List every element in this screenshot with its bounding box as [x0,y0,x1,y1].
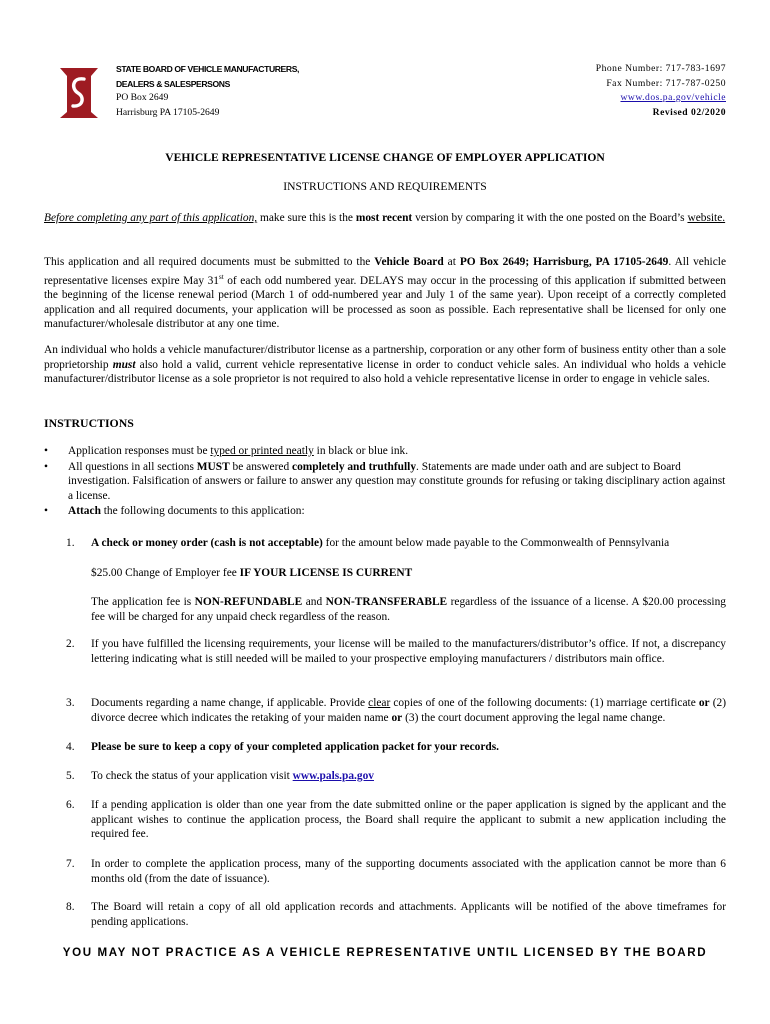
form-title: VEHICLE REPRESENTATIVE LICENSE CHANGE OF EMPLOYER APPLICATION [165,151,605,164]
item-number: 6. [66,799,75,811]
fee-text: $25.00 Change of Employer fee [91,567,240,579]
item8-text: The Board will retain a copy of all old application records and attachments. Applicants will be notified of the above timeframes for pending applications. [91,901,726,928]
item7-text: In order to complete the application process, many of the supporting documents associated with the application cannot be more than 6 months old (from the date of issuance). [91,858,726,885]
list-item-2 [66,637,726,666]
intro-text: make sure this is the [257,212,356,224]
item-number: 8. [66,901,75,913]
item3-text3: (2) divorce decree which indicates the retaking of your maiden name [91,697,727,724]
intro-website: website. [687,212,726,224]
para2-text: An individual who holds a vehicle manufacturer/distributor license as a partnership, corporation or any other form of business entity other than a sole proprietorship [44,344,726,371]
para2-rest: also hold a valid, current vehicle representative license in order to conduct vehicle sales. An individual who holds a vehicle manufacturer/distributor license as a sole proprietor is not required to also hold a vehicle representative license in order to engage in vehicle sales. [44,358,726,386]
item3-text: Documents regarding a name change, if applicable. Provide [91,697,369,709]
item4-text: Please be sure to keep a copy of your completed application packet for your records. [91,741,500,753]
item6-text: If a pending application is older than one year from the date submitted online or the paper application is signed by the applicant and the applicant wishes to continue the application process, the Board shall require the applicant to submit a new application including the required fee. [91,799,726,841]
bullet-item [44,444,726,459]
item3-text2: copies of one of the following documents: (1) marriage certificate [390,697,699,709]
submission-paragraph [44,255,726,332]
list-item-5 [66,769,726,784]
item3-clear: clear [368,697,391,709]
bullet-dot: • [44,505,48,518]
bullet2-must: MUST [196,460,230,473]
po-box: PO Box 2649 [116,92,169,103]
fee-line [91,566,726,581]
bullet1-underline: typed or printed neatly [210,445,314,457]
item5-text: To check the status of your application visit [91,770,293,782]
nr-text: The application fee is [91,596,195,608]
pennsylvania-keystone-logo [58,66,100,120]
board-address [116,62,299,120]
item1-text: for the amount below made payable to the Commonwealth of Pennsylvania [322,537,670,549]
pals-website-link[interactable]: www.pals.pa.gov [292,770,374,782]
list-item-8 [66,900,726,929]
item3-or: or [698,697,710,709]
form-subtitle: INSTRUCTIONS AND REQUIREMENTS [283,180,487,193]
board-website-link[interactable]: www.dos.pa.gov/vehicle [620,92,726,103]
board-contact [596,62,726,120]
nr-rest: regardless of the issuance of a license. A $20.00 processing fee will be charged for any unpaid check regardless of the reason. [91,596,726,623]
bullet-item [44,460,726,504]
item3-or2: or [391,711,403,724]
bullet1-text: Application responses must be [68,445,211,457]
list-item-4 [66,740,726,755]
item-number: 7. [66,858,75,870]
fee-condition: IF YOUR LICENSE IS CURRENT [239,567,413,579]
para1-rest: of each odd numbered year. DELAYS may occur in the processing of this application if submitted between the beginning of the license renewal period (March 1 of odd-numbered year and July 1 of the same year). Upon receipt of a correctly completed application and all required documents, your application will be processed as soon as possible. Each representative shall be licensed for only one manufacturer/wholesale distributor at any one time. [44,274,726,331]
para1-board: Vehicle Board [374,256,444,268]
board-name-line1: STATE BOARD OF VEHICLE MANUFACTURERS, [116,64,300,74]
bullet2-text: All questions in all sections [68,460,197,473]
licensing-warning: YOU MAY NOT PRACTICE AS A VEHICLE REPRESENTATIVE UNTIL LICENSED BY THE BOARD [62,946,708,959]
intro-emphasis: Before completing any part of this application, [44,212,258,224]
para1-sup: st [218,272,224,281]
para1-text: This application and all required documents must be submitted to the [44,256,375,268]
instructions-heading: INSTRUCTIONS [44,416,134,430]
para1-expire: . All vehicle representative licenses expire May 31 [44,256,726,287]
item-number: 1. [66,537,75,549]
intro-paragraph [44,211,726,226]
bullet-dot: • [44,460,48,473]
item-number: 3. [66,697,75,709]
nr-nontransferable: NON-TRANSFERABLE [325,596,448,608]
city-zip: Harrisburg PA 17105-2649 [116,106,220,118]
bullet-dot: • [44,445,48,457]
phone-number: Phone Number: 717-783-1697 [595,63,726,74]
list-item-7 [66,857,726,886]
list-item-6 [66,798,726,842]
item-number: 4. [66,741,75,753]
para1-address: PO Box 2649; Harrisburg, PA 17105-2649 [459,256,669,268]
bullet2-text2: be answered [229,460,293,473]
intro-bold: most recent [355,212,413,224]
item3-text4: (3) the court document approving the legal name change. [402,711,666,724]
license-paragraph [44,343,726,387]
para1-at: at [443,256,460,268]
bullet2-rest: . Statements are made under oath and are subject to Board investigation. Falsification of answers or failure to answer any question may constitute grounds for refusing or taking disciplinary action against a license. [68,460,726,502]
item-number: 2. [66,638,75,650]
nr-and: and [302,596,326,608]
para2-must: must [112,358,136,371]
list-item-3 [66,696,726,725]
instruction-bullets [44,444,726,520]
nr-nonrefundable: NON-REFUNDABLE [194,596,303,608]
board-name-line2: DEALERS & SALESPERSONS [116,78,230,89]
fax-number: Fax Number: 717-787-0250 [606,77,726,89]
fee-refund-note [91,595,726,624]
bullet-item [44,504,726,519]
bullet2-bold: completely and truthfully [292,460,417,473]
bullet1-rest: in black or blue ink. [313,445,409,457]
item1-bold: A check or money order (cash is not acceptable) [91,537,323,549]
item-number: 5. [66,770,75,782]
bullet3-attach: Attach [68,505,101,518]
intro-text-2: version by comparing it with the one posted on the Board’s [412,212,688,224]
revision-date: Revised 02/2020 [652,106,726,118]
bullet3-rest: the following documents to this application: [100,505,305,518]
item2-text: If you have fulfilled the licensing requirements, your license will be mailed to the manufacturers/distributor’s office. If not, a discrepancy lettering indicating what is still needed will be mailed to your prospective employing manufacturers / distributors main office. [91,638,726,665]
list-item-1 [66,536,726,551]
